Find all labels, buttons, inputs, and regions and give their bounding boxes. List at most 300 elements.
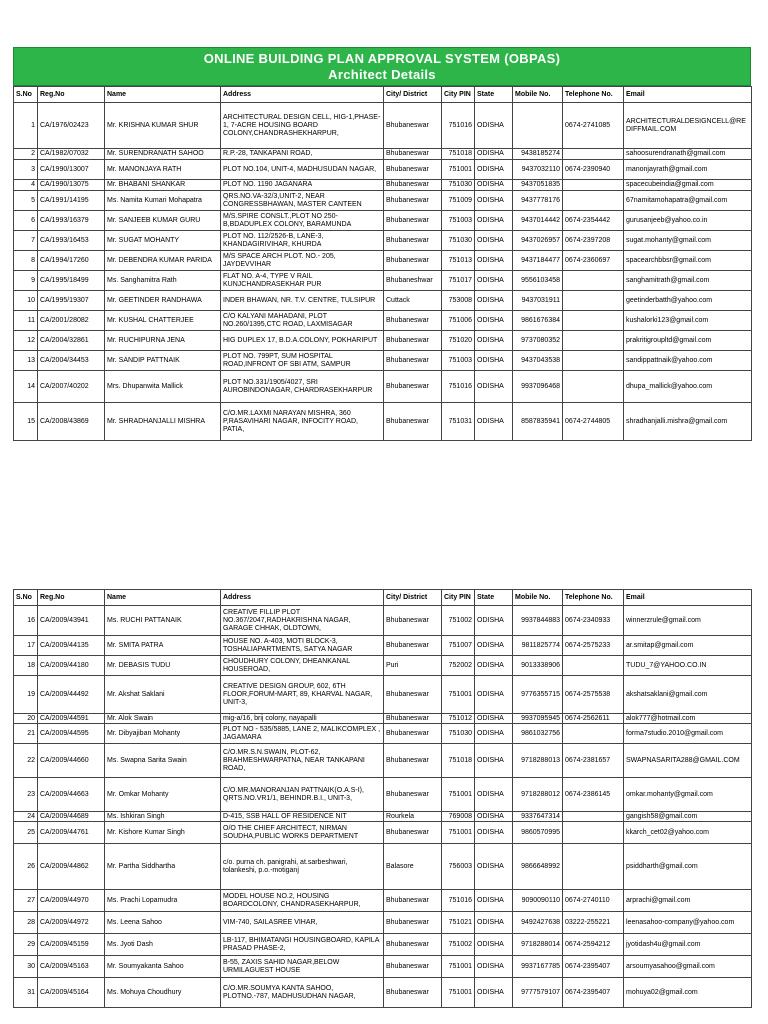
table-row: [14, 676, 752, 714]
cell-email[interactable]: 67namitamohapatra@gmail.com: [624, 191, 752, 211]
cell-mobile: 9777579107: [513, 978, 563, 1008]
cell-email[interactable]: mohuya02@gmail.com: [624, 978, 752, 1008]
cell-name: Ms. Leena Sahoo: [105, 912, 221, 934]
cell-city: Bhubaneswar: [384, 180, 442, 191]
cell-email[interactable]: SWAPNASARITA288@GMAIL.COM: [624, 744, 752, 778]
cell-email[interactable]: spacearchbbsr@gmail.com: [624, 251, 752, 271]
cell-regno: CA/2009/44595: [38, 724, 105, 744]
cell-city: Bhubaneswar: [384, 403, 442, 441]
cell-city: Bhubaneswar: [384, 890, 442, 912]
cell-name: Ms. RUCHI PATTANAIK: [105, 606, 221, 636]
table-row: [14, 956, 752, 978]
cell-city: Bhubaneswar: [384, 211, 442, 231]
cell-name: Mr. KUSHAL CHATTERJEE: [105, 311, 221, 331]
cell-telephone: [563, 822, 624, 844]
cell-pin: 751006: [442, 311, 475, 331]
cell-address: C/O.MR.S.N.SWAIN, PLOT-62, BRAHMESHWARPATNA, NEAR TANKAPANI ROAD,: [221, 744, 384, 778]
cell-address: B-55, ZAXIS SAHID NAGAR,BELOW URMILAGUEST HOUSE: [221, 956, 384, 978]
cell-sno: 22: [14, 744, 38, 778]
document-subtitle: Architect Details: [328, 67, 436, 82]
cell-regno: CA/2001/28082: [38, 311, 105, 331]
cell-name: Mrs. Dhupanwita Mallick: [105, 371, 221, 403]
cell-mobile: 9492427638: [513, 912, 563, 934]
cell-email[interactable]: TUDU_7@YAHOO.CO.IN: [624, 656, 752, 676]
cell-sno: 14: [14, 371, 38, 403]
cell-city: Bhubaneswar: [384, 149, 442, 160]
cell-state: ODISHA: [475, 676, 513, 714]
cell-sno: 9: [14, 271, 38, 291]
cell-state: ODISHA: [475, 822, 513, 844]
cell-city: Bhubaneswar: [384, 714, 442, 724]
cell-sno: 31: [14, 978, 38, 1008]
cell-address: HOUSE NO. A-403, MOTI BLOCK-3, TOSHALIAPARTMENTS, SATYA NAGAR: [221, 636, 384, 656]
cell-email[interactable]: dhupa_mallick@yahoo.com: [624, 371, 752, 403]
cell-address: FLAT NO. A-4, TYPE V RAIL KUNJCHANDRASEKHAR PUR: [221, 271, 384, 291]
cell-pin: 769008: [442, 812, 475, 822]
cell-regno: CA/2009/44180: [38, 656, 105, 676]
cell-regno: CA/1993/16379: [38, 211, 105, 231]
cell-telephone: 0674-2340933: [563, 606, 624, 636]
cell-email[interactable]: akshatsaklani@gmail.com: [624, 676, 752, 714]
cell-address: INDER BHAWAN, NR. T.V. CENTRE, TULSIPUR: [221, 291, 384, 311]
cell-telephone: [563, 311, 624, 331]
col-email: Email: [624, 87, 752, 103]
col-pin: City PIN: [442, 590, 475, 606]
cell-telephone: 0674-2354442: [563, 211, 624, 231]
col-address: Address: [221, 87, 384, 103]
cell-regno: CA/2008/43869: [38, 403, 105, 441]
cell-telephone: [563, 291, 624, 311]
cell-state: ODISHA: [475, 291, 513, 311]
cell-city: Bhubaneswar: [384, 311, 442, 331]
table-row: [14, 160, 752, 180]
cell-city: Bhubaneswar: [384, 934, 442, 956]
cell-state: ODISHA: [475, 331, 513, 351]
cell-city: Bhubaneswar: [384, 160, 442, 180]
col-address: Address: [221, 590, 384, 606]
cell-mobile: 9090090110: [513, 890, 563, 912]
cell-state: ODISHA: [475, 311, 513, 331]
cell-address: c/o. purna ch. panigrahi, at.sarbeshwari, tolankeshi, p.o.-motiganj: [221, 844, 384, 890]
table-row: [14, 149, 752, 160]
cell-email[interactable]: sugat.mohanty@gmail.com: [624, 231, 752, 251]
cell-telephone: [563, 656, 624, 676]
col-sno: S.No: [14, 590, 38, 606]
cell-regno: CA/2009/44862: [38, 844, 105, 890]
cell-sno: 18: [14, 656, 38, 676]
cell-name: Mr. Omkar Mohanty: [105, 778, 221, 812]
table-row: [14, 812, 752, 822]
cell-state: ODISHA: [475, 149, 513, 160]
cell-sno: 15: [14, 403, 38, 441]
cell-regno: CA/2009/44663: [38, 778, 105, 812]
cell-address: PLOT NO. 799PT, SUM HOSPITAL ROAD,INFRONT OF SBI ATM, SAMPUR: [221, 351, 384, 371]
cell-pin: 751001: [442, 956, 475, 978]
cell-pin: 751017: [442, 271, 475, 291]
cell-regno: CA/2009/45164: [38, 978, 105, 1008]
cell-name: Mr. DEBASIS TUDU: [105, 656, 221, 676]
cell-name: Ms. Jyoti Dash: [105, 934, 221, 956]
cell-email[interactable]: sanghamitrath@gmail.com: [624, 271, 752, 291]
document-title: ONLINE BUILDING PLAN APPROVAL SYSTEM (OBPAS): [203, 51, 561, 66]
cell-mobile: 9437014442: [513, 211, 563, 231]
cell-pin: 751003: [442, 211, 475, 231]
cell-state: ODISHA: [475, 371, 513, 403]
cell-sno: 17: [14, 636, 38, 656]
cell-sno: 28: [14, 912, 38, 934]
cell-email[interactable]: winnerzrule@gmail.com: [624, 606, 752, 636]
cell-state: ODISHA: [475, 251, 513, 271]
cell-name: Mr. BHABANI SHANKAR: [105, 180, 221, 191]
cell-address: CHOUDHURY COLONY, DHEANKANAL HOUSEROAD,: [221, 656, 384, 676]
cell-email[interactable]: omkar.mohanty@gmail.com: [624, 778, 752, 812]
table-row: [14, 912, 752, 934]
cell-mobile: 9737080352: [513, 331, 563, 351]
cell-city: Bhubaneswar: [384, 724, 442, 744]
cell-regno: CA/1991/14195: [38, 191, 105, 211]
cell-sno: 24: [14, 812, 38, 822]
cell-regno: CA/2009/44972: [38, 912, 105, 934]
table-row: [14, 211, 752, 231]
cell-address: PLOT NO. 112/2526-B, LANE-3, KHANDAGIRIVIHAR, KHURDA: [221, 231, 384, 251]
cell-name: Mr. SURENDRANATH SAHOO: [105, 149, 221, 160]
cell-name: Mr. RUCHIPURNA JENA: [105, 331, 221, 351]
cell-pin: 751001: [442, 160, 475, 180]
cell-telephone: 0674-2390940: [563, 160, 624, 180]
table-row: [14, 311, 752, 331]
cell-address: mig-a/16, brij colony, nayapalli: [221, 714, 384, 724]
cell-address: M/S.SPIRE CONSLT.,PLOT NO 250-B,BDADUPLEX COLONY, BARAMUNDA: [221, 211, 384, 231]
cell-state: ODISHA: [475, 778, 513, 812]
cell-email[interactable]: kkarch_cet02@yahoo.com: [624, 822, 752, 844]
cell-sno: 30: [14, 956, 38, 978]
cell-state: ODISHA: [475, 403, 513, 441]
cell-sno: 13: [14, 351, 38, 371]
cell-name: Ms. Sanghamitra Rath: [105, 271, 221, 291]
cell-regno: CA/2009/45159: [38, 934, 105, 956]
cell-pin: 751001: [442, 676, 475, 714]
table-header-row: [14, 87, 752, 103]
table-row: [14, 403, 752, 441]
cell-state: ODISHA: [475, 191, 513, 211]
cell-city: Bhubaneswar: [384, 251, 442, 271]
cell-state: ODISHA: [475, 180, 513, 191]
cell-email[interactable]: leenasahoo-company@yahoo.com: [624, 912, 752, 934]
cell-regno: CA/2009/44492: [38, 676, 105, 714]
table-row: [14, 636, 752, 656]
cell-state: ODISHA: [475, 978, 513, 1008]
table-row: [14, 778, 752, 812]
cell-state: ODISHA: [475, 606, 513, 636]
cell-address: LB-117, BHIMATANGI HOUSINGBOARD, KAPILA PRASAD PHASE-2,: [221, 934, 384, 956]
cell-email[interactable]: sandippattnaik@yahoo.com: [624, 351, 752, 371]
cell-pin: 751002: [442, 606, 475, 636]
table-row: [14, 934, 752, 956]
cell-sno: 2: [14, 149, 38, 160]
cell-email[interactable]: gurusanjeeb@yahoo.co.in: [624, 211, 752, 231]
col-state: State: [475, 590, 513, 606]
cell-telephone: [563, 844, 624, 890]
cell-mobile: 9437184477: [513, 251, 563, 271]
cell-email[interactable]: gangish58@gmail.com: [624, 812, 752, 822]
cell-telephone: 0674-2744805: [563, 403, 624, 441]
cell-regno: CA/2007/40202: [38, 371, 105, 403]
cell-city: Bhubaneswar: [384, 822, 442, 844]
cell-state: ODISHA: [475, 271, 513, 291]
architect-table-1: [13, 86, 752, 441]
cell-name: Mr. GEETINDER RANDHAWA: [105, 291, 221, 311]
cell-address: PLOT NO.104, UNIT-4, MADHUSUDAN NAGAR,: [221, 160, 384, 180]
cell-mobile: 9437031911: [513, 291, 563, 311]
cell-pin: 751007: [442, 636, 475, 656]
cell-regno: CA/2009/44591: [38, 714, 105, 724]
cell-mobile: 9437051835: [513, 180, 563, 191]
cell-city: Bhubaneshwar: [384, 271, 442, 291]
cell-pin: 751003: [442, 351, 475, 371]
cell-address: M/S SPACE ARCH PLOT. NO.- 205, JAYDEVVIHAR: [221, 251, 384, 271]
cell-address: D-415, SSB HALL OF RESIDENCE NIT: [221, 812, 384, 822]
table-row: [14, 606, 752, 636]
architect-table-2: [13, 589, 752, 1008]
cell-telephone: 0674-2740110: [563, 890, 624, 912]
cell-telephone: 0674-2575538: [563, 676, 624, 714]
col-telephone: Telephone No.: [563, 590, 624, 606]
table-row: [14, 714, 752, 724]
cell-state: ODISHA: [475, 231, 513, 251]
cell-regno: CA/1995/18499: [38, 271, 105, 291]
cell-sno: 3: [14, 160, 38, 180]
cell-address: MODEL HOUSE NO.2, HOUSING BOARDCOLONY, CHANDRASEKHARPUR,: [221, 890, 384, 912]
cell-mobile: 9811825774: [513, 636, 563, 656]
cell-telephone: [563, 812, 624, 822]
cell-city: Bhubaneswar: [384, 778, 442, 812]
cell-name: Mr. SMITA PATRA: [105, 636, 221, 656]
cell-name: Mr. SUGAT MOHANTY: [105, 231, 221, 251]
cell-pin: 751016: [442, 890, 475, 912]
cell-city: Bhubaneswar: [384, 912, 442, 934]
cell-city: Bhubaneswar: [384, 103, 442, 149]
cell-telephone: [563, 271, 624, 291]
cell-pin: 751001: [442, 822, 475, 844]
cell-name: Mr. SANJEEB KUMAR GURU: [105, 211, 221, 231]
cell-mobile: 9776355715: [513, 676, 563, 714]
cell-city: Bhubaneswar: [384, 744, 442, 778]
cell-city: Bhubaneswar: [384, 606, 442, 636]
cell-state: ODISHA: [475, 956, 513, 978]
cell-state: ODISHA: [475, 890, 513, 912]
cell-mobile: 9861676384: [513, 311, 563, 331]
col-mobile: Mobile No.: [513, 87, 563, 103]
cell-email[interactable]: psiddharth@gmail.com: [624, 844, 752, 890]
cell-city: Rourkela: [384, 812, 442, 822]
cell-city: Bhubaneswar: [384, 191, 442, 211]
cell-regno: CA/2009/44761: [38, 822, 105, 844]
table-row: [14, 251, 752, 271]
cell-telephone: [563, 351, 624, 371]
col-city: City/ District: [384, 87, 442, 103]
cell-email[interactable]: alok777@hotmail.com: [624, 714, 752, 724]
cell-address: PLOT NO - 535/5885, LANE 2, MALIKCOMPLEX , JAGAMARA: [221, 724, 384, 744]
cell-regno: CA/1982/07032: [38, 149, 105, 160]
cell-mobile: 9013338906: [513, 656, 563, 676]
cell-mobile: 9437026957: [513, 231, 563, 251]
cell-city: Bhubaneswar: [384, 371, 442, 403]
table-row: [14, 724, 752, 744]
cell-address: O/O THE CHIEF ARCHITECT, NIRMAN SOUDHA,PUBLIC WORKS DEPARTMENT: [221, 822, 384, 844]
cell-pin: 751002: [442, 934, 475, 956]
table-row: [14, 103, 752, 149]
cell-mobile: 9937844883: [513, 606, 563, 636]
cell-telephone: [563, 149, 624, 160]
cell-address: C/O.MR.MANORANJAN PATTNAIK(O.A.S-I), QRTS.NO.VR1/1, BEHINDR.B.I., UNIT-3,: [221, 778, 384, 812]
cell-state: ODISHA: [475, 160, 513, 180]
cell-pin: 751018: [442, 744, 475, 778]
cell-pin: 751031: [442, 403, 475, 441]
cell-address: QRS.NO.VA-32/3,UNIT-2, NEAR CONGRESSBHAWAN, MASTER CANTEEN: [221, 191, 384, 211]
cell-email[interactable]: prakritigroupltd@gmail.com: [624, 331, 752, 351]
cell-email[interactable]: ARCHITECTURALDESIGNCELL@REDIFFMAIL.COM: [624, 103, 752, 149]
cell-state: ODISHA: [475, 844, 513, 890]
cell-city: Balasore: [384, 844, 442, 890]
cell-email[interactable]: spacecubeindia@gmail.com: [624, 180, 752, 191]
cell-email[interactable]: shradhanjalli.mishra@gmail.com: [624, 403, 752, 441]
cell-address: HIG DUPLEX 17, B.D.A.COLONY, POKHARIPUT: [221, 331, 384, 351]
cell-pin: 751021: [442, 912, 475, 934]
cell-pin: 751030: [442, 180, 475, 191]
cell-state: ODISHA: [475, 934, 513, 956]
cell-address: C/O.MR.LAXMI NARAYAN MISHRA, 360 P,RASAVIHARI NAGAR, INFOCITY ROAD, PATIA,: [221, 403, 384, 441]
cell-telephone: 0674-2594212: [563, 934, 624, 956]
cell-sno: 6: [14, 211, 38, 231]
cell-regno: CA/2009/44689: [38, 812, 105, 822]
cell-telephone: 0674-2395407: [563, 978, 624, 1008]
cell-email[interactable]: geetinderbatth@yahoo.com: [624, 291, 752, 311]
cell-address: ARCHITECTURAL DESIGN CELL, HIG-1,PHASE-1, 7-ACRE HOUSING BOARD COLONY,CHANDRASHEKHARPUR,: [221, 103, 384, 149]
cell-name: Mr. KRISHNA KUMAR SHUR: [105, 103, 221, 149]
cell-sno: 5: [14, 191, 38, 211]
cell-city: Bhubaneswar: [384, 331, 442, 351]
cell-telephone: 0674-2562611: [563, 714, 624, 724]
cell-mobile: 9937095945: [513, 714, 563, 724]
cell-city: Bhubaneswar: [384, 978, 442, 1008]
cell-pin: 751016: [442, 103, 475, 149]
cell-regno: CA/1993/16453: [38, 231, 105, 251]
cell-address: PLOT NO.331/1905/4027, SRI AUROBINDONAGAR, CHARDRASEKHARPUR: [221, 371, 384, 403]
cell-mobile: 9438185274: [513, 149, 563, 160]
table-row: [14, 656, 752, 676]
cell-name: Ms. Swapna Sarita Swain: [105, 744, 221, 778]
cell-city: Bhubaneswar: [384, 956, 442, 978]
cell-state: ODISHA: [475, 714, 513, 724]
col-sno: S.No: [14, 87, 38, 103]
cell-pin: 753008: [442, 291, 475, 311]
table-row: [14, 351, 752, 371]
cell-email[interactable]: kushalorki123@gmail.com: [624, 311, 752, 331]
table-row: [14, 978, 752, 1008]
cell-address: C/O.MR.SOUMYA KANTA SAHOO, PLOTNO.-787, MADHUSUDHAN NAGAR,: [221, 978, 384, 1008]
cell-pin: 752002: [442, 656, 475, 676]
cell-sno: 4: [14, 180, 38, 191]
cell-sno: 19: [14, 676, 38, 714]
cell-mobile: 9556103458: [513, 271, 563, 291]
cell-email[interactable]: manonjayrath@gmail.com: [624, 160, 752, 180]
cell-telephone: [563, 724, 624, 744]
table-row: [14, 180, 752, 191]
cell-state: ODISHA: [475, 103, 513, 149]
cell-sno: 25: [14, 822, 38, 844]
cell-sno: 8: [14, 251, 38, 271]
cell-sno: 23: [14, 778, 38, 812]
col-regno: Reg.No: [38, 87, 105, 103]
cell-telephone: 03222-255221: [563, 912, 624, 934]
cell-address: PLOT NO. 1190 JAGANARA: [221, 180, 384, 191]
cell-mobile: 9861032756: [513, 724, 563, 744]
cell-pin: 751030: [442, 724, 475, 744]
cell-city: Bhubaneswar: [384, 231, 442, 251]
cell-city: Puri: [384, 656, 442, 676]
cell-regno: CA/1990/13007: [38, 160, 105, 180]
cell-sno: 10: [14, 291, 38, 311]
cell-address: C/O KALYANI MAHADANI, PLOT NO.260/1395,CTC ROAD, LAXMISAGAR: [221, 311, 384, 331]
col-email: Email: [624, 590, 752, 606]
cell-name: Mr. Partha Siddhartha: [105, 844, 221, 890]
cell-email[interactable]: ar.smitap@gmail.com: [624, 636, 752, 656]
cell-name: Mr. Soumyakanta Sahoo: [105, 956, 221, 978]
cell-pin: 751001: [442, 978, 475, 1008]
cell-regno: CA/2004/32861: [38, 331, 105, 351]
cell-email[interactable]: arsoumyasahoo@gmail.com: [624, 956, 752, 978]
cell-sno: 11: [14, 311, 38, 331]
cell-state: ODISHA: [475, 812, 513, 822]
cell-telephone: [563, 371, 624, 403]
cell-pin: 751020: [442, 331, 475, 351]
col-regno: Reg.No: [38, 590, 105, 606]
cell-mobile: 9866648992: [513, 844, 563, 890]
col-state: State: [475, 87, 513, 103]
cell-regno: CA/1995/19307: [38, 291, 105, 311]
cell-sno: 12: [14, 331, 38, 351]
cell-name: Ms. Ishkiran Singh: [105, 812, 221, 822]
document-header: [13, 47, 751, 86]
cell-sno: 26: [14, 844, 38, 890]
cell-telephone: [563, 180, 624, 191]
cell-sno: 27: [14, 890, 38, 912]
col-telephone: Telephone No.: [563, 87, 624, 103]
cell-pin: 751013: [442, 251, 475, 271]
cell-address: CREATIVE FILLIP PLOT NO.367/2047,RADHAKRISHNA NAGAR, GARAGE CHHAK, OLDTOWN,: [221, 606, 384, 636]
col-pin: City PIN: [442, 87, 475, 103]
cell-state: ODISHA: [475, 351, 513, 371]
cell-city: Cuttack: [384, 291, 442, 311]
table-header-row: [14, 590, 752, 606]
cell-email[interactable]: forma7studio.2010@gmail.com: [624, 724, 752, 744]
cell-regno: CA/2009/45163: [38, 956, 105, 978]
cell-email[interactable]: sahoosurendranath@gmail.com: [624, 149, 752, 160]
cell-state: ODISHA: [475, 744, 513, 778]
table-row: [14, 271, 752, 291]
cell-regno: CA/2004/34453: [38, 351, 105, 371]
cell-telephone: 0674-2395407: [563, 956, 624, 978]
cell-name: Mr. MANONJAYA RATH: [105, 160, 221, 180]
table-row: [14, 744, 752, 778]
cell-address: VIM-740, SAILASREE VIHAR,: [221, 912, 384, 934]
cell-email[interactable]: jyotidash4u@gmail.com: [624, 934, 752, 956]
cell-email[interactable]: arprachi@gmail.com: [624, 890, 752, 912]
cell-pin: 751018: [442, 149, 475, 160]
cell-state: ODISHA: [475, 656, 513, 676]
cell-sno: 29: [14, 934, 38, 956]
cell-name: Mr. Akshat Saklani: [105, 676, 221, 714]
